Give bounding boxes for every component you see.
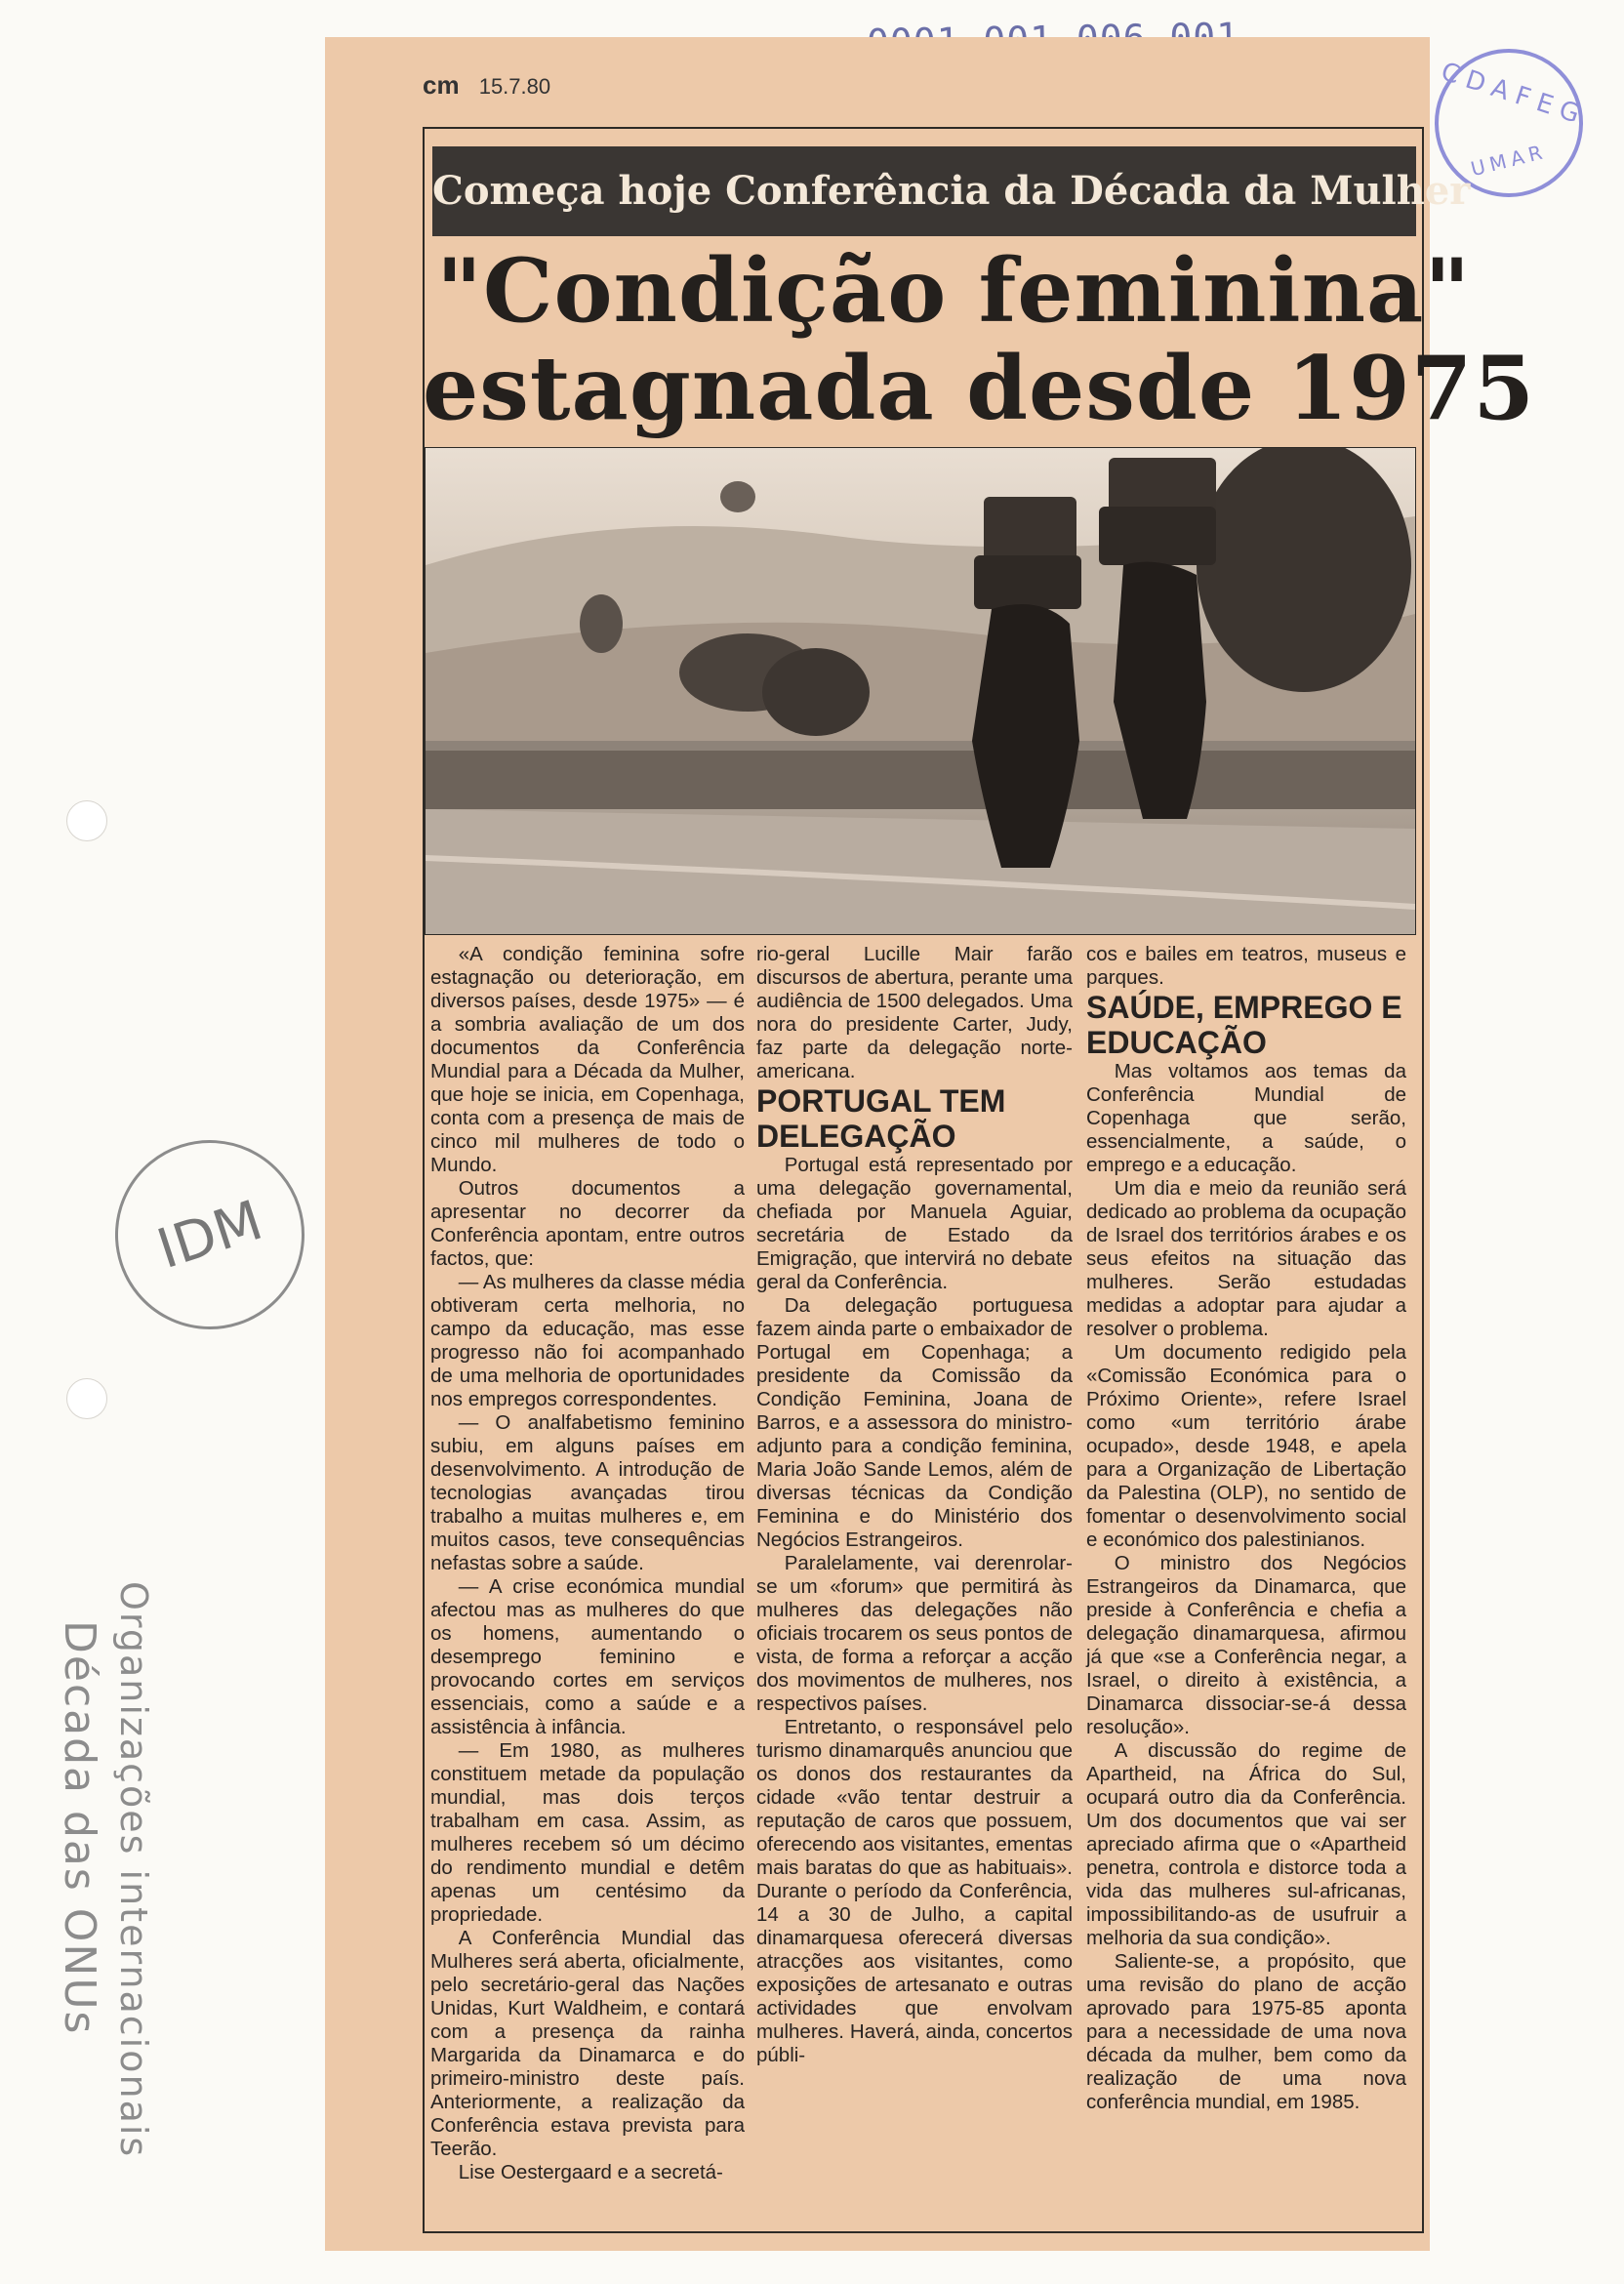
article-column-3 [1086,943,1406,2114]
paragraph: A Conferência Mundial das Mulheres será aberta, oficialmente, pelo secretário-geral das Nações Unidas, Kurt Waldheim, e contará com a presença da rainha Margarida da Dinamarca e do primeiro-ministro deste país. Anteriormente, a realização da Conferência estava prevista para Teerão. [430,1927,745,2160]
article-column-2 [756,943,1073,2067]
stamp-top-text: CDAFEG [1437,57,1591,132]
margin-note-line-1: Organizações internacionais [112,1581,155,2159]
article-body [423,943,1424,2222]
paragraph: Lise Oestergaard e a secretá- [458,2161,723,2183]
paragraph: Outros documentos a apresentar no decorrer da Conferência apontam, entre outros factos, que: [430,1177,745,1270]
headline-line-2: estagnada desde 1975 [423,337,1535,440]
paragraph: Entretanto, o responsável pelo turismo dinamarquês anunciou que os donos dos restaurantes da cidade «vão tentar destruir a reputação de caros que possuem, oferecendo aos visitantes, ementas mais baratas do que as habituais». Durante o período da Conferência, 14 a 30 de Julho, a capital dinamarquesa oferecerá diversas atracções aos visitantes, como exposições de artesanato e outras actividades que envolvam mulheres. Haverá, ainda, concertos públi- [756,1716,1073,2066]
punch-hole-top [66,800,107,841]
paragraph: Paralelamente, vai derenrolar-se um «forum» que permitirá às mulheres das delegações não oficiais trocarem os seus pontos de vista, de forma a reforçar a acção dos movimentos de mulheres, nos respectivos países. [756,1552,1073,1715]
paragraph: — A crise económica mundial afectou mas as mulheres do que os homens, aumentando o desemprego feminino e provocando cortes em serviços essenciais, como a saúde e a assistência à infância. [430,1575,745,1738]
article-column-1 [430,943,745,2184]
paragraph: — As mulheres da classe média obtiveram certa melhoria, no campo da educação, mas esse progresso não foi acompanhado de uma melhoria de oportunidades nos empregos correspondentes. [430,1271,745,1410]
margin-handwritten-note [52,1581,161,2284]
source-line [423,70,550,101]
paragraph: Um dia e meio da reunião será dedicado ao problema da ocupação de Israel dos territórios árabes e os seus efeitos na situação das mulheres. Serão estudadas medidas a adoptar para ajudar a resolver o problema. [1086,1177,1406,1340]
paragraph: O ministro dos Negócios Estrangeiros da Dinamarca, que preside à Conferência e chefia a delegação dinamarquesa, afirmou já que «se a Conferência negar, a Israel, o direito à existência, a Dinamarca dissociar-se-á dessa resolução». [1086,1552,1406,1738]
margin-note-line-2: Década das ONUs [55,1620,104,2036]
circled-note: IDM [91,1116,329,1354]
kicker-banner: Começa hoje Conferência da Década da Mulher [432,146,1416,236]
stamp-bottom-text: UMAR [1468,139,1550,182]
paragraph: rio-geral Lucille Mair farão discursos de abertura, perante uma audiência de 1500 delegados. Uma nora do presidente Carter, Judy, faz parte da delegação norte-americana. [756,943,1073,1082]
paragraph: Saliente-se, a propósito, que uma revisão do plano de acção aprovado para 1975-85 aponta para a necessidade de uma nova década da mulher, bem como da realização de uma nova conferência mundial, em 1985. [1086,1950,1406,2113]
paragraph: cos e bailes em teatros, museus e parques. [1086,943,1406,989]
headline [423,239,1535,440]
paragraph: Mas voltamos aos temas da Conferência Mundial de Copenhaga que serão, essencialmente, a saúde, o emprego e a educação. [1086,1060,1406,1176]
paragraph: — O analfabetismo feminino subiu, em alguns países em desenvolvimento. A introdução de tecnologias avançadas tirou trabalho a muitas mulheres e, em muitos casos, teve consequências nefastas sobre a saúde. [430,1411,745,1574]
paragraph: Portugal está representado por uma delegação governamental, chefiada por Manuela Aguiar, secretária de Estado da Emigração, que intervirá no debate geral da Conferência. [756,1154,1073,1293]
subhead-saude: SAÚDE, EMPREGO E EDUCAÇÃO [1086,990,1402,1060]
punch-hole-bottom [66,1378,107,1419]
source-mark: cm [423,70,460,100]
paragraph: — Em 1980, as mulheres constituem metade da população mundial, mas dois terços trabalham em casa. Assim, as mulheres recebem só um décimo do rendimento mundial e detêm apenas um centésimo da propriedade. [430,1739,745,1926]
article-photo [425,447,1416,935]
paragraph: Da delegação portuguesa fazem ainda parte o embaixador de Portugal em Copenhaga; a presidente da Comissão da Condição Feminina, Joana de Barros, e a assessora do ministro-adjunto para a condição feminina, Maria João Sande Lemos, além de diversas técnicas da Condição Feminina e do Ministério dos Negócios Estrangeiros. [756,1294,1073,1551]
headline-line-1: "Condição feminina" [436,239,1472,343]
paragraph: «A condição feminina sofre estagnação ou deterioração, em diversos países, desde 1975» — é a sombria avaliação de um dos documentos da Conferência Mundial para a Década da Mulher, que hoje se inicia, em Copenhaga, conta com a presença de mais de cinco mil mulheres de todo o Mundo. [430,943,745,1176]
publication-date: 15.7.80 [478,74,551,99]
paragraph: A discussão do regime de Apartheid, na África do Sul, ocupará outro dia da Conferência. Um dos documentos que vai ser apreciado afirma que o «Apartheid penetra, controla e distorce toda a vida das mulheres sul-africanas, impossibilitando-as de usufruir a melhoria da sua condição». [1086,1739,1406,1949]
paragraph: Um documento redigido pela «Comissão Económica para o Próximo Oriente», refere Israel como «um território árabe ocupado», desde 1948, e apela para a Organização de Libertação da Palestina (OLP), no sentido de fomentar o desenvolvimento social e económico dos palestinianos. [1086,1341,1406,1551]
subhead-portugal: PORTUGAL TEM DELEGAÇÃO [756,1083,1006,1154]
